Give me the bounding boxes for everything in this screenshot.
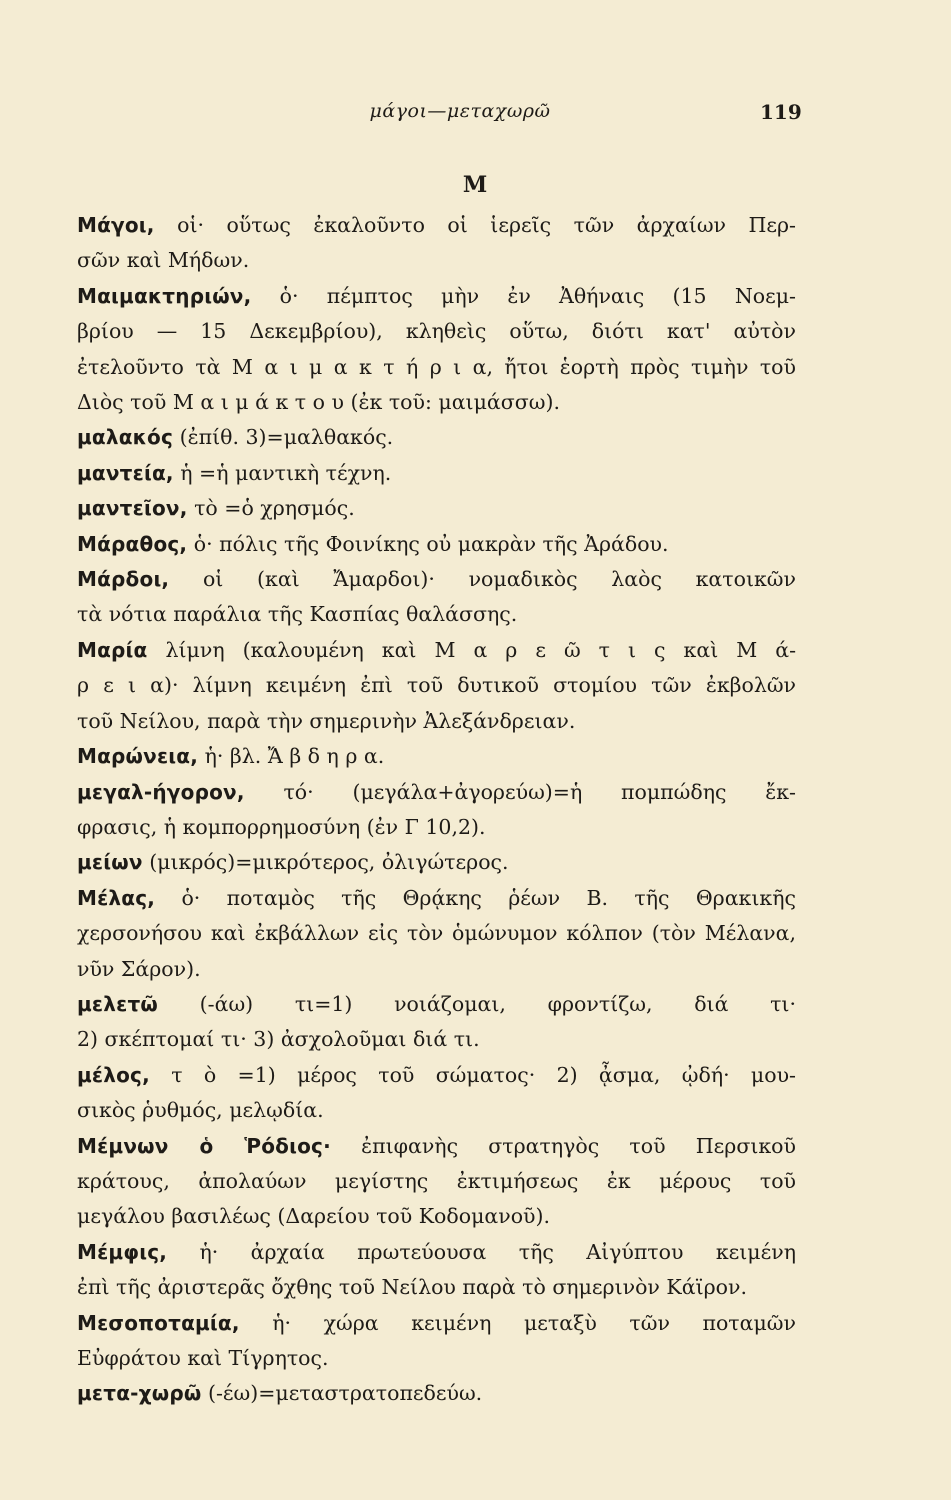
- entry-headword: Μέλας,: [77, 885, 156, 910]
- entry-first-line: [77, 987, 796, 1022]
- dictionary-entry: [77, 775, 796, 846]
- entry-definition-text: 2) σκέπτομαί τι· 3) ἀσχολοῦμαι διά τι.: [77, 1027, 480, 1052]
- dictionary-entry: [77, 208, 796, 279]
- entry-first-line: [77, 1235, 796, 1270]
- entry-continuation-line: [77, 1164, 796, 1199]
- entry-headword: Μέμφις,: [77, 1239, 168, 1264]
- entry-definition-text: τὰ νότια παράλια τῆς Κασπίας θαλάσσης.: [77, 602, 518, 627]
- running-head: [0, 100, 951, 130]
- entry-definition-text: Διὸς τοῦ Μ α ι μ ά κ τ ο υ (ἐκ τοῦ: μαιμάσσω).: [77, 390, 560, 415]
- entry-headword: μελετῶ: [77, 991, 158, 1016]
- entry-continuation-line: [77, 916, 796, 951]
- entry-definition-text: σῶν καὶ Μήδων.: [77, 248, 250, 273]
- entry-headword: μέλος,: [77, 1062, 150, 1087]
- entry-headword: Μέμνων ὁ Ῥόδιος·: [77, 1133, 331, 1158]
- entry-definition-text: ἡ· ἀρχαία πρωτεύουσα τῆς Αἰγύπτου κειμένη: [199, 1239, 796, 1264]
- dictionary-entry: [77, 881, 796, 987]
- entry-continuation-line: [77, 1022, 796, 1057]
- section-letter-heading: Μ: [462, 172, 489, 198]
- entry-continuation-line: [77, 1199, 796, 1234]
- dictionary-entry: [77, 456, 796, 491]
- entry-definition-text: νῦν Σάρον).: [77, 956, 201, 981]
- entry-definition-text: (ἐπίθ. 3)=μαλθακός.: [179, 425, 394, 450]
- entry-definition-text: (μικρός)=μικρότερος, ὀλιγώτερος.: [149, 850, 509, 875]
- entry-definition-text: τό· (μεγάλα+ἀγορεύω)=ἡ πομπώδης ἔκ-: [283, 779, 796, 804]
- entry-continuation-line: [77, 385, 796, 420]
- entry-definition-text: ἐπὶ τῆς ἀριστερᾶς ὄχθης τοῦ Νείλου παρὰ τὸ σημερινὸν Κάϊρον.: [77, 1275, 747, 1300]
- entry-definition-text: βρίου — 15 Δεκεμβρίου), κληθεὶς οὕτω, διότι κατ' αὐτὸν: [77, 319, 796, 344]
- entry-continuation-line: [77, 1341, 796, 1376]
- entry-headword: μετα-χωρῶ: [77, 1381, 202, 1406]
- entry-definition-text: ρ ε ι α)· λίμνη κειμένη ἐπὶ τοῦ δυτικοῦ στομίου τῶν ἐκβολῶν: [77, 673, 796, 698]
- entry-first-line: [77, 456, 796, 491]
- dictionary-entry: [77, 491, 796, 526]
- dictionary-entry: [77, 1129, 796, 1235]
- entry-definition-text: ἐτελοῦντο τὰ Μ α ι μ α κ τ ή ρ ι α, ἤτοι ἑορτὴ πρὸς τιμὴν τοῦ: [77, 354, 796, 379]
- entry-definition-text: τ ὸ =1) μέρος τοῦ σώματος· 2) ᾆσμα, ᾠδή· μου-: [171, 1062, 796, 1087]
- entry-continuation-line: [77, 350, 796, 385]
- entry-headword: Μαρώνεια,: [77, 744, 199, 769]
- entry-definition-text: ἡ =ἡ μαντικὴ τέχνη.: [180, 460, 392, 485]
- entry-headword: Μάγοι,: [77, 213, 155, 237]
- dictionary-entry: [77, 633, 796, 739]
- entry-first-line: [77, 491, 796, 526]
- entry-definition-text: μεγάλου βασιλέως (Δαρείου τοῦ Κοδομανοῦ).: [77, 1204, 551, 1229]
- entry-first-line: [77, 1376, 796, 1411]
- entry-definition-text: τὸ =ὁ χρησμός.: [194, 496, 355, 521]
- entry-continuation-line: [77, 1270, 796, 1305]
- entry-headword: μεγαλ-ήγορον,: [77, 779, 245, 804]
- entry-headword: Μαιμακτηριών,: [77, 283, 252, 308]
- entry-first-line: [77, 279, 796, 314]
- entry-definition-text: ὁ· πέμπτος μὴν ἐν Ἀθήναις (15 Νοεμ-: [279, 283, 796, 308]
- entry-headword: μαντεῖον,: [77, 496, 188, 521]
- entry-first-line: [77, 845, 796, 880]
- entry-definition-text: χερσονήσου καὶ ἐκβάλλων εἰς τὸν ὁμώνυμον κόλπον (τὸν Μέλανα,: [77, 921, 796, 946]
- entry-definition-text: ἐπιφανὴς στρατηγὸς τοῦ Περσικοῦ: [361, 1133, 796, 1158]
- dictionary-entry: [77, 987, 796, 1058]
- dictionary-entry: [77, 279, 796, 421]
- entry-first-line: [77, 562, 796, 597]
- entry-continuation-line: [77, 704, 796, 739]
- entry-definition-text: ὁ· πόλις τῆς Φοινίκης οὐ μακρὰν τῆς Ἀράδου.: [193, 531, 669, 556]
- page-number: 119: [760, 100, 802, 124]
- entry-continuation-line: [77, 314, 796, 349]
- entry-headword: Μάραθος,: [77, 531, 188, 556]
- entry-continuation-line: [77, 243, 796, 278]
- entry-headword: μαλακός: [77, 425, 174, 450]
- entry-first-line: [77, 1306, 796, 1341]
- entry-first-line: [77, 739, 796, 774]
- entry-definition-text: Εὐφράτου καὶ Τίγρητος.: [77, 1346, 329, 1370]
- entry-first-line: [77, 1058, 796, 1093]
- entry-first-line: [77, 527, 796, 562]
- entry-definition-text: φρασις, ἡ κομπορρημοσύνη (ἐν Γ 10,2).: [77, 814, 486, 839]
- entry-definition-text: οἱ (καὶ Ἄμαρδοι)· νομαδικὸς λαὸς κατοικῶν: [202, 567, 796, 592]
- entry-definition-text: ἡ· χώρα κειμένη μεταξὺ τῶν ποταμῶν: [272, 1310, 796, 1335]
- entry-continuation-line: [77, 1093, 796, 1128]
- entry-definition-text: κράτους, ἀπολαύων μεγίστης ἐκτιμήσεως ἐκ μέρους τοῦ: [77, 1168, 796, 1193]
- dictionary-entry: [77, 527, 796, 562]
- entry-first-line: [77, 633, 796, 668]
- dictionary-entry: [77, 562, 796, 633]
- entry-continuation-line: [77, 668, 796, 703]
- running-head-title: μάγοι—μεταχωρῶ: [369, 100, 551, 122]
- entry-continuation-line: [77, 810, 796, 845]
- dictionary-entry: [77, 1235, 796, 1306]
- dictionary-entry: [77, 420, 796, 455]
- entry-headword: Μεσοποταμία,: [77, 1310, 240, 1335]
- dictionary-entry: [77, 1306, 796, 1377]
- entry-continuation-line: [77, 952, 796, 987]
- entry-first-line: [77, 1129, 796, 1164]
- entry-first-line: [77, 208, 796, 243]
- dictionary-entries: [77, 208, 796, 1412]
- dictionary-entry: [77, 1058, 796, 1129]
- entry-definition-text: (-έω)=μεταστρατοπεδεύω.: [207, 1381, 483, 1406]
- entry-definition-text: τοῦ Νείλου, παρὰ τὴν σημερινὴν Ἀλεξάνδρειαν.: [77, 708, 576, 733]
- entry-headword: Μαρία: [77, 637, 148, 662]
- entry-headword: Μάρδοι,: [77, 567, 170, 592]
- entry-definition-text: σικὸς ῥυθμός, μελῳδία.: [77, 1098, 324, 1123]
- entry-definition-text: λίμνη (καλουμένη καὶ Μ α ρ ε ῶ τ ι ς καὶ Μ ά-: [165, 637, 796, 662]
- dictionary-entry: [77, 1376, 796, 1411]
- dictionary-entry: [77, 845, 796, 880]
- entry-first-line: [77, 881, 796, 916]
- dictionary-entry: [77, 739, 796, 774]
- entry-definition-text: οἱ· οὕτως ἐκαλοῦντο οἱ ἱερεῖς τῶν ἀρχαίων Περ-: [177, 213, 796, 237]
- entry-definition-text: ὁ· ποταμὸς τῆς Θρᾴκης ῥέων Β. τῆς Θρακικῆς: [181, 885, 796, 910]
- entry-continuation-line: [77, 597, 796, 632]
- entry-headword: μείων: [77, 850, 143, 875]
- entry-first-line: [77, 420, 796, 455]
- entry-first-line: [77, 775, 796, 810]
- entry-definition-text: (-άω) τι=1) νοιάζομαι, φροντίζω, διά τι·: [199, 991, 796, 1016]
- entry-headword: μαντεία,: [77, 460, 174, 485]
- entry-definition-text: ἡ· βλ. Ἄ β δ η ρ α.: [204, 744, 385, 769]
